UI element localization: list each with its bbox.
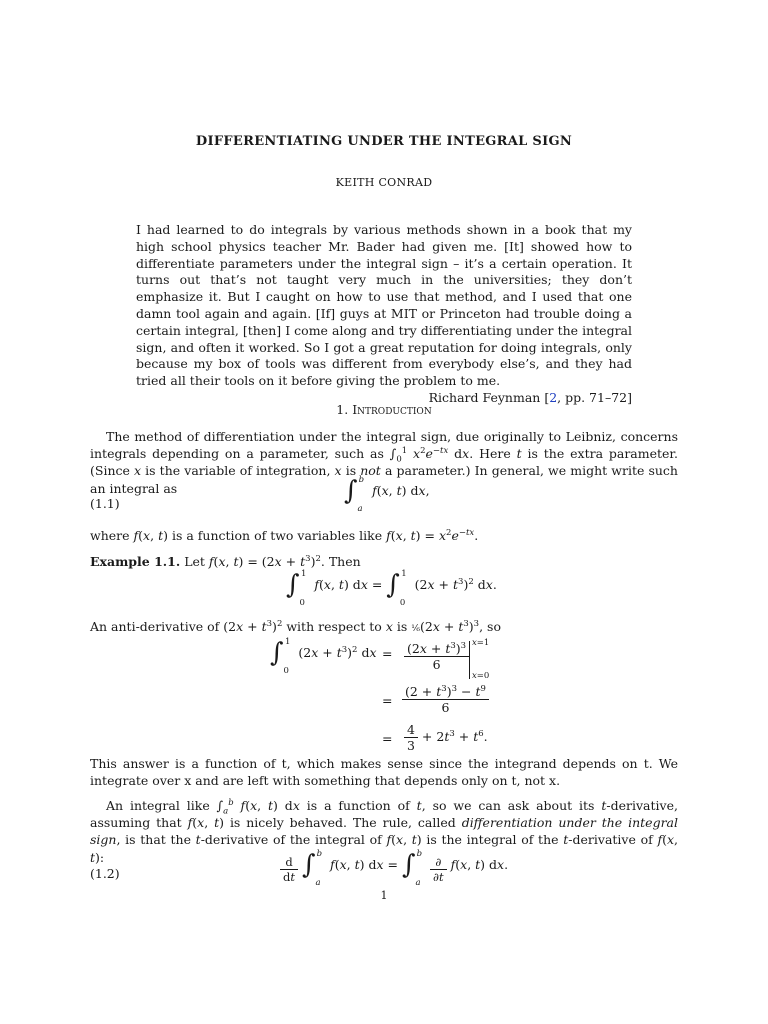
intro-text-f: a parameter.) In general, we might write such an integral as [90, 463, 678, 496]
equation-1-2: $\frac{d}{dt}$ $\int_a^b$ f(x, t) dx = $\int_a^b$ $\frac{\partial}{\partial t}$ f(x, t) dx. [280, 852, 508, 884]
answer-paragraph: This answer is a function of t, which makes sense since the integrand depends on t. We integrate over x and are left with something that depends only on t, not x. [90, 756, 678, 789]
antiderivative-line: An anti-derivative of $(2x + t^3)^2$ with respect to x is ¹⁄₆(2x + $t^3)^3$, so [90, 618, 501, 634]
equation-label-1-2: (1.2) [90, 866, 120, 881]
section-heading [0, 402, 768, 417]
rule-text-d: -derivative, assuming that [90, 798, 678, 831]
equals-sign-2: = [382, 693, 393, 708]
page-number: 1 [380, 889, 388, 902]
evaluation-bar [469, 641, 470, 679]
intro-emphasis-not: not [360, 463, 381, 479]
rule-text-f: , is that the [116, 832, 191, 848]
antideriv-text-d: , so [479, 619, 501, 634]
section-number: 1. [336, 402, 349, 417]
intro-text-a: The method of differentiation under the integral sign, due originally to Leibniz, concerns integrals depending on a parameter, such as [90, 429, 678, 462]
intro-paragraph: The method of differentiation under the integral sign, due originally to Leibniz, concerns integrals depending on a parameter, such as $\int_0^1$ $x^2e^{-tx}$ dx. Here t is the extra parameter. (Since x is the variable of integration, x is not a parameter.) In general, we might write such an integral as [90, 429, 679, 496]
equals-sign-3: = [382, 731, 393, 746]
intro-text-c: is the extra parameter. (Since [90, 446, 679, 479]
evaluated-fraction: $\frac{(2 + t^3)^3 - t^9}{6}$ [402, 684, 489, 715]
equals-sign-1: = [382, 646, 393, 661]
example-integral-equation: $\int_0^1$ f(x, t) dx = $\int_0^1$ $(2x + t^3)^2$ dx. [286, 568, 497, 608]
rule-text-i: -derivative of [568, 832, 653, 848]
evaluation-row-1: $\int_0^1$ $(2x + t^3)^2$ dx [270, 636, 377, 676]
epigraph-text: I had learned to do integrals by various methods shown in a book that my high school physics teacher Mr. Bader had given me. [It] showed how to differentiate parameters under the integral sign – it’s a certain operation. It turns out that’s not taught very much in the universities; they don’t emphasize it. But I caught on how to use that method, and I used that one damn tool again and again. [If] guys at MIT or Princeton had trouble doing a certain integral, [then] I come along and try differentiating under the integral sign, and often it worked. So I got a great reputation for doing integrals, only because my box of tools was different from everybody else’s, and they had tried all their tools on it before giving the problem to me. [136, 222, 632, 389]
intro-text-e: is [345, 463, 357, 479]
attribution-pages: , pp. 71–72] [557, 389, 632, 405]
citation-link[interactable]: 2 [549, 389, 558, 405]
antideriv-text-b: with respect to [286, 619, 382, 634]
function-definition-line: where f(x, t) is a function of two variables like f(x, $t) = x^2e^{-tx}$. [90, 527, 479, 543]
example-text-b: Then [328, 554, 361, 569]
intro-text-d: is the variable of integration, [145, 463, 331, 479]
paper-title: DIFFERENTIATING UNDER THE INTEGRAL SIGN [195, 134, 573, 149]
after-eq-text-b: is a function of two variables like [171, 528, 383, 543]
author-name: KEITH CONRAD [335, 176, 433, 189]
antideriv-text-a: An anti-derivative of [90, 619, 220, 634]
epigraph-quote [136, 222, 632, 407]
equation-label-1-1: (1.1) [90, 496, 120, 511]
rule-text-h: is the integral of the [426, 832, 559, 848]
inline-integral-example: $\int_0^1$ $x^2e^{-tx}$ dx. [389, 446, 474, 465]
lower-bound-x0: x=0 [472, 671, 490, 681]
rule-paragraph: An integral like $\int_a^b$ f(x, t) dx is a function of t, so we can ask about its t-derivative, assuming that f(x, t) is nicely behaved. The rule, called differentiation under the integral sign, is that the t-derivative of the integral of f(x, t) is the integral of the t-derivative of f(x, t): [90, 797, 679, 865]
after-eq-text-a: where [90, 528, 130, 543]
attribution-name: Richard Feynman [ [428, 389, 550, 405]
rule-text-b: is a function of [306, 798, 410, 813]
rule-text-g: -derivative of the integral of [200, 832, 382, 848]
rule-emphasis: differentiation under the integral sign [90, 815, 679, 848]
rule-text-c: , so we can ask about its [421, 798, 595, 813]
rule-text-e: is nicely behaved. The rule, called [229, 815, 456, 831]
example-1-1: Example 1.1. Let f(x, $t) = (2x + t^3)^2$. Then [90, 553, 361, 569]
equation-1-1: $\int_a^b$ f(x, t) dx, [344, 474, 430, 514]
section-title: Introduction [352, 402, 432, 417]
example-text-a: Let [184, 554, 205, 569]
antiderivative-fraction: $\frac{(2x + t^3)^3}{6}$ [404, 641, 469, 672]
example-label: Example 1.1. [90, 554, 181, 569]
upper-bound-x1: x=1 [472, 638, 490, 648]
intro-text-b: Here [479, 446, 511, 462]
antideriv-text-c: is [396, 619, 408, 634]
final-answer: $\frac{4}{3}$ + $2t^3 + t^6$. [404, 722, 488, 753]
rule-text-a: An integral like [106, 798, 210, 813]
